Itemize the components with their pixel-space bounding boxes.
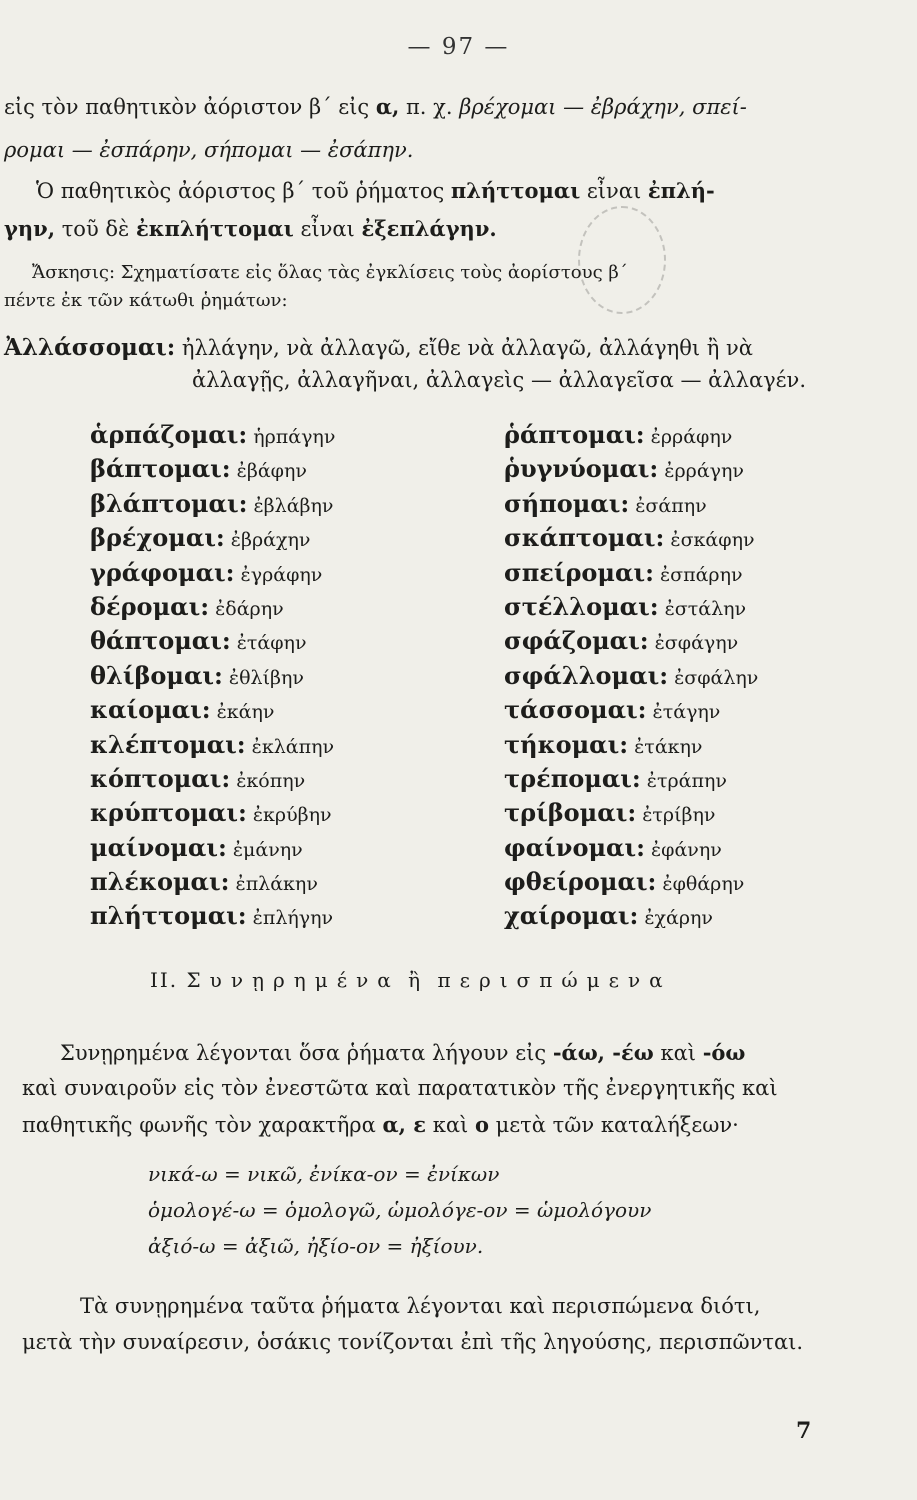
verb-row [504, 728, 758, 762]
verb-row [90, 521, 335, 555]
verb-lemma: θλίβομαι: [90, 660, 223, 690]
verb-row [90, 418, 335, 452]
body-text: καὶ [426, 1113, 475, 1137]
intro-line-1 [4, 94, 747, 119]
verb-lemma: ῥυγνύομαι: [504, 454, 659, 484]
intro-line-2: ρομαι — ἐσπάρην, σήπομαι — ἐσάπην. [4, 138, 414, 162]
verb-aorist-form: ἐσφάλην [674, 666, 759, 689]
verb-lemma: μαίνομαι: [90, 832, 227, 862]
verb-aorist-form: ἐτάκην [634, 735, 703, 758]
intro-bold-verb: ἐπλή- [647, 178, 715, 203]
verb-row [90, 452, 335, 486]
verb-lemma: κλέπτομαι: [90, 729, 246, 759]
verb-lemma: κρύπτομαι: [90, 798, 247, 828]
model-lemma: Ἀλλάσσομαι: [4, 334, 176, 361]
verb-aorist-form: ἐθλίβην [228, 666, 304, 689]
verb-lemma: στέλλομαι: [504, 591, 659, 621]
verb-aorist-form: ἐπλάκην [235, 873, 318, 896]
verb-row [504, 521, 758, 555]
verb-row [90, 899, 335, 933]
example-line: ὁμολογέ-ω = ὁμολογῶ, ὡμολόγε-ον = ὡμολόγουν [148, 1198, 652, 1222]
verb-row [90, 762, 335, 796]
verb-aorist-form: ἐκρύβην [252, 804, 332, 827]
verb-row [90, 693, 335, 727]
intro-bold-verb: πλήττομαι [450, 178, 581, 203]
verb-lemma: χαίρομαι: [504, 901, 639, 931]
verb-row [504, 418, 758, 452]
verb-aorist-form: ἐχάρην [644, 907, 713, 930]
verb-row [504, 865, 758, 899]
section-body-line-3 [22, 1112, 739, 1137]
verb-row [504, 487, 758, 521]
verb-row [90, 796, 335, 830]
verb-row [90, 624, 335, 658]
verb-aorist-form: ἐμάνην [232, 838, 303, 861]
verb-aorist-form: ἐστάλην [664, 597, 747, 620]
verb-lemma: τήκομαι: [504, 729, 629, 759]
verb-lemma: τρέπομαι: [504, 763, 641, 793]
folio-mark: 7 [796, 1418, 812, 1444]
verb-row [504, 556, 758, 590]
verb-lemma: σπείρομαι: [504, 557, 654, 587]
verb-lemma: βάπτομαι: [90, 454, 231, 484]
example-line: ἀξιό-ω = ἀξιῶ, ἠξίο-ον = ἠξίουν. [148, 1234, 484, 1258]
body-bold-letters: ο [474, 1112, 489, 1137]
body-text: μετὰ τῶν καταλήξεων· [488, 1113, 739, 1137]
verb-lemma: σήπομαι: [504, 488, 630, 518]
intro-text: τοῦ δὲ [55, 217, 136, 241]
verb-list-left [90, 418, 335, 934]
verb-row [504, 831, 758, 865]
intro-bold-ending: α, [375, 94, 400, 119]
intro-text: Ὁ παθητικὸς ἀόριστος β΄ τοῦ ῥήματος [36, 179, 451, 203]
verb-aorist-form: ἐφθάρην [662, 873, 745, 896]
verb-aorist-form: ἐσάπην [635, 494, 707, 517]
intro-example: βρέχομαι — ἐβράχην, σπεί- [459, 95, 747, 119]
verb-aorist-form: ἐκάην [216, 701, 275, 724]
verb-aorist-form: ἐδάρην [215, 597, 284, 620]
verb-aorist-form: ἐβράχην [230, 529, 311, 552]
body-bold-ending: -άω, -έω [552, 1040, 654, 1065]
section-body-line-2: καὶ συναιροῦν εἰς τὸν ἐνεστῶτα καὶ παρατατικὸν τῆς ἐνεργητικῆς καὶ [22, 1076, 778, 1100]
body-text: παθητικῆς φωνῆς τὸν χαρακτῆρα [22, 1113, 383, 1137]
verb-aorist-form: ἐσπάρην [659, 563, 743, 586]
example-line: νικά-ω = νικῶ, ἐνίκα-ον = ἐνίκων [148, 1162, 500, 1186]
verb-aorist-form: ἐκλάπην [251, 735, 335, 758]
closing-line-2: μετὰ τὴν συναίρεσιν, ὁσάκις τονίζονται ἐπὶ τῆς ληγούσης, περισπῶνται. [22, 1330, 804, 1354]
intro-line-4 [4, 216, 497, 241]
intro-line-3 [36, 178, 715, 203]
verb-lemma: πλήττομαι: [90, 901, 247, 931]
verb-row [504, 693, 758, 727]
verb-lemma: ῥάπτομαι: [504, 420, 645, 449]
verb-lemma: τρίβομαι: [504, 798, 637, 828]
verb-row [504, 899, 758, 933]
verb-row [90, 865, 335, 899]
verb-lemma: βλάπτομαι: [90, 488, 248, 518]
verb-row [90, 590, 335, 624]
verb-list-right [504, 418, 758, 934]
model-conjugation-line-2: ἀλλαγῇς, ἀλλαγῆναι, ἀλλαγεὶς — ἀλλαγεῖσα — ἀλλαγέν. [192, 368, 806, 392]
verb-aorist-form: ἐρράφην [650, 426, 733, 448]
intro-text: εἶναι [580, 179, 648, 203]
verb-lemma: ἁρπάζομαι: [90, 420, 248, 449]
verb-aorist-form: ἐσφάγην [654, 632, 739, 655]
verb-lemma: βρέχομαι: [90, 523, 225, 553]
verb-lemma: φαίνομαι: [504, 832, 645, 862]
section-title: Συνῃρημένα [186, 968, 400, 992]
verb-aorist-form: ἐτάγην [652, 701, 721, 724]
verb-lemma: φθείρομαι: [504, 867, 657, 897]
section-body-line-1 [60, 1040, 745, 1065]
body-text: Συνῃρημένα λέγονται ὅσα ῥήματα λήγουν εἰς [60, 1041, 553, 1065]
verb-aorist-form: ἐβλάβην [253, 494, 334, 517]
verb-aorist-form: ἐτάφην [236, 632, 307, 655]
verb-lemma: δέρομαι: [90, 591, 210, 621]
verb-aorist-form: ἐκόπην [236, 769, 306, 792]
body-text: καὶ [653, 1041, 703, 1065]
intro-text: π. χ. [399, 95, 460, 119]
body-bold-ending: -όω [702, 1040, 746, 1065]
verb-row [504, 624, 758, 658]
verb-lemma: σφάζομαι: [504, 626, 649, 656]
verb-aorist-form: ἐπλήγην [252, 907, 334, 930]
model-conjugation-line-1 [4, 334, 753, 361]
verb-lemma: θάπτομαι: [90, 626, 231, 656]
section-title: περισπώμενα [437, 968, 672, 992]
intro-bold-verb: ἐξεπλάγην. [361, 216, 497, 241]
closing-line-1: Τὰ συνῃρημένα ταῦτα ῥήματα λέγονται καὶ περισπώμενα διότι, [80, 1294, 761, 1318]
verb-lemma: σκάπτομαι: [504, 523, 665, 553]
verb-lemma: κόπτομαι: [90, 763, 231, 793]
verb-aorist-form: ἐτρίβην [642, 804, 716, 827]
verb-aorist-form: ἐτράπην [646, 769, 727, 792]
model-forms: ἠλλάγην, νὰ ἀλλαγῶ, εἴθε νὰ ἀλλαγῶ, ἀλλάγηθι ἢ νὰ [181, 336, 753, 360]
verb-row [90, 556, 335, 590]
verb-aorist-form: ἐβάφην [236, 460, 307, 483]
section-title: ἢ [408, 968, 430, 992]
verb-row [504, 659, 758, 693]
verb-aorist-form: ἡρπάγην [253, 426, 336, 448]
verb-row [504, 590, 758, 624]
verb-row [90, 831, 335, 865]
verb-lemma: γράφομαι: [90, 557, 235, 587]
intro-text: εἰς τὸν παθητικὸν ἀόριστον β΄ εἰς [4, 95, 376, 119]
verb-row [90, 659, 335, 693]
verb-lemma: καίομαι: [90, 695, 211, 725]
verb-row [90, 487, 335, 521]
library-stamp [578, 206, 666, 314]
page-number: — 97 — [407, 34, 510, 60]
verb-row [504, 762, 758, 796]
verb-aorist-form: ἐρράγην [664, 460, 744, 483]
verb-lemma: σφάλλομαι: [504, 660, 669, 690]
verb-lemma: πλέκομαι: [90, 867, 230, 897]
verb-row [504, 452, 758, 486]
verb-aorist-form: ἐγράφην [240, 563, 323, 586]
verb-row [504, 796, 758, 830]
exercise-line-2: πέντε ἐκ τῶν κάτωθι ῥημάτων: [4, 290, 288, 311]
verb-aorist-form: ἐσκάφην [670, 529, 755, 552]
exercise-line-1: Ἄσκησις: Σχηματίσατε εἰς ὅλας τὰς ἐγκλίσεις τοὺς ἀορίστους β΄ [32, 262, 628, 283]
section-numeral: II. [150, 968, 179, 992]
verb-lemma: τάσσομαι: [504, 695, 647, 725]
section-heading [150, 968, 672, 992]
intro-bold-verb: γην, [4, 216, 56, 241]
intro-text: εἶναι [293, 217, 362, 241]
body-bold-letters: α, ε [382, 1112, 427, 1137]
verb-row [90, 728, 335, 762]
intro-bold-verb: ἐκπλήττομαι [135, 216, 294, 241]
verb-aorist-form: ἐφάνην [650, 838, 722, 861]
